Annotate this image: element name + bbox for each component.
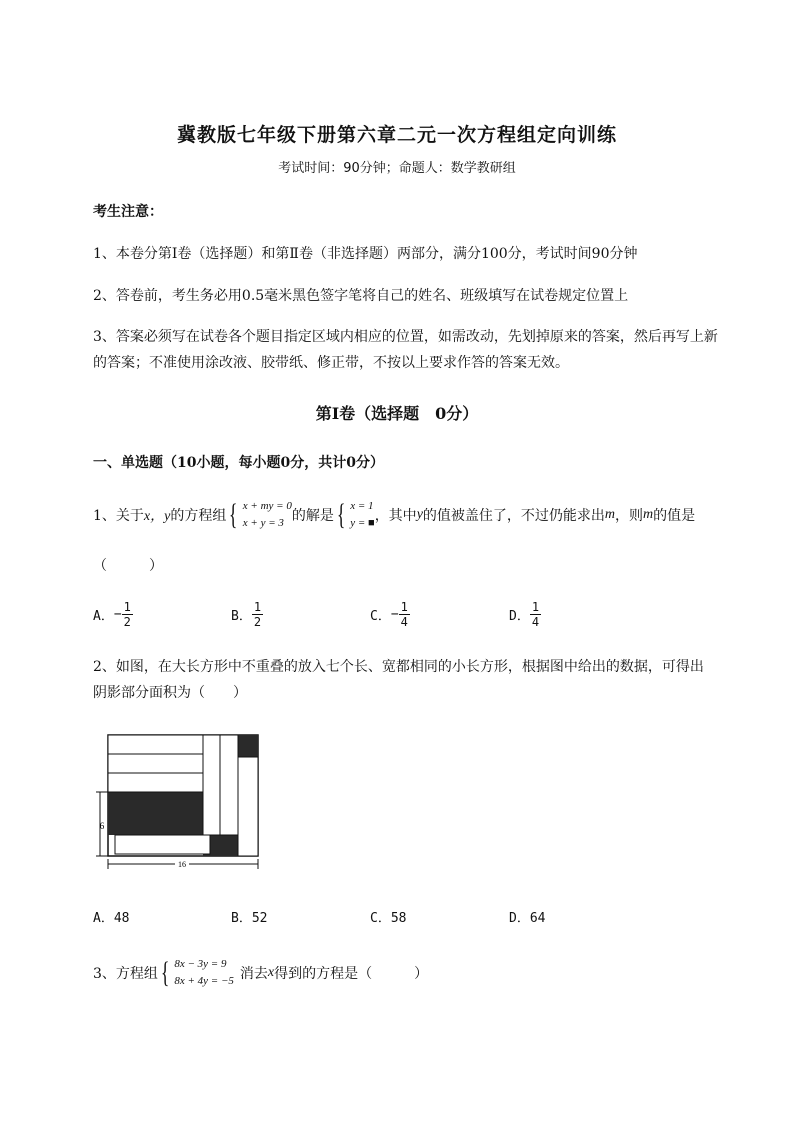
brace-icon: { [336, 498, 346, 531]
q3-suffix: 得到的方程是（ ） [274, 966, 429, 982]
small-rect-h1 [108, 735, 203, 754]
q1-answer-paren: （ ） [93, 558, 163, 574]
q2-option-d[interactable]: D．64 [509, 911, 546, 926]
q2-text-line1: 2、如图，在大长方形中不重叠的放入七个长、宽都相同的小长方形，根据图中给出的数据，可得出 [93, 659, 704, 675]
q2-option-a[interactable]: A．48 [93, 911, 130, 926]
q1-sol1: x = 1 [350, 500, 374, 512]
notice-item-3-line1: 3、答案必须写在试卷各个题目指定区域内相应的位置，如需改动，先划掉原来的答案，然后再写上新 [93, 329, 718, 345]
q3-prefix: 3、方程组 [93, 966, 158, 982]
q1-option-d[interactable] [509, 600, 541, 629]
q1-suffix: 的值是 [653, 508, 696, 524]
q1-eq2: x + y = 3 [242, 517, 284, 529]
small-rect-h3 [108, 773, 203, 792]
option-fraction: $\frac{1}{2}$ [253, 600, 262, 629]
q1-vars: x，y [143, 509, 171, 524]
q1-eq1: x + my = 0 [242, 500, 292, 512]
q1-prefix: 1、关于 [93, 508, 144, 524]
q1-mid4: 的值被盖住了，不过仍能求出 [422, 508, 605, 524]
notice-item-2: 2、答卷前，考生务必用0.5毫米黑色签字笔将自己的姓名、班级填写在试卷规定位置上 [93, 288, 629, 304]
option-label: A． [93, 609, 114, 624]
q1-option-c[interactable] [370, 600, 410, 629]
option-sign: − [390, 607, 399, 622]
q3-equation-system [158, 956, 234, 990]
option-label: B． [231, 609, 252, 624]
q1-m1: m [604, 507, 616, 522]
small-rect-v3 [238, 757, 258, 856]
question-3 [93, 956, 428, 990]
notice-item-3-line2: 的答案；不准使用涂改液、胶带纸、修正带，不按以上要求作答的答案无效。 [93, 355, 569, 371]
q1-solution-system [334, 498, 375, 532]
option-label: D． [509, 609, 530, 624]
width-label: 16 [178, 860, 186, 869]
q2-rectangle-figure [93, 728, 263, 873]
height-label: 6 [99, 821, 105, 831]
q1-y: y [416, 507, 423, 522]
q1-mid5: ，则 [615, 508, 644, 524]
shaded-region-top-right [238, 735, 258, 757]
brace-icon: { [229, 498, 238, 531]
option-label: C． [370, 609, 391, 624]
q1-m2: m [643, 507, 654, 522]
q1-sol2: y = ■ [350, 517, 375, 529]
small-rect-v1 [203, 735, 220, 835]
small-rect-bottom [115, 835, 210, 854]
q1-mid1: 的方程组 [170, 508, 227, 524]
small-rect-v2 [220, 735, 238, 835]
q1-option-b[interactable] [231, 600, 263, 629]
q3-x: x [267, 965, 275, 980]
q2-option-b[interactable]: B．52 [231, 911, 268, 926]
notice-heading: 考生注意： [93, 204, 163, 220]
q1-equation-system [226, 498, 291, 532]
small-rect-h2 [108, 754, 203, 773]
q3-mid: 消去 [239, 966, 268, 982]
q3-eq1: 8x − 3y = 9 [174, 958, 227, 970]
q2-text-line2: 阴影部分面积为（ ） [93, 685, 247, 701]
shaded-region-left [108, 792, 203, 835]
notice-item-1: 1、本卷分第Ⅰ卷（选择题）和第Ⅱ卷（非选择题）两部分，满分100分，考试时间90分钟 [93, 246, 638, 262]
question-1 [93, 498, 695, 532]
q1-mid2: 的解是 [291, 508, 334, 524]
q1-option-a[interactable] [93, 600, 133, 629]
option-fraction: $\frac{1}{4}$ [400, 600, 408, 629]
option-fraction: $\frac{1}{2}$ [123, 600, 131, 629]
option-sign: − [113, 607, 122, 622]
part-heading: 一、单选题（10小题，每小题0分，共计0分） [93, 455, 384, 471]
brace-icon: { [160, 956, 170, 989]
q1-mid3: ，其中 [374, 508, 417, 524]
q3-eq2: 8x + 4y = −5 [174, 975, 234, 987]
section-title: 第Ⅰ卷（选择题 0分） [315, 404, 479, 423]
q2-option-c[interactable]: C．58 [370, 911, 407, 926]
option-fraction: $\frac{1}{4}$ [531, 600, 540, 629]
page-title: 冀教版七年级下册第六章二元一次方程组定向训练 [176, 124, 617, 146]
exam-subtitle: 考试时间：90分钟；命题人：数学教研组 [278, 161, 516, 176]
